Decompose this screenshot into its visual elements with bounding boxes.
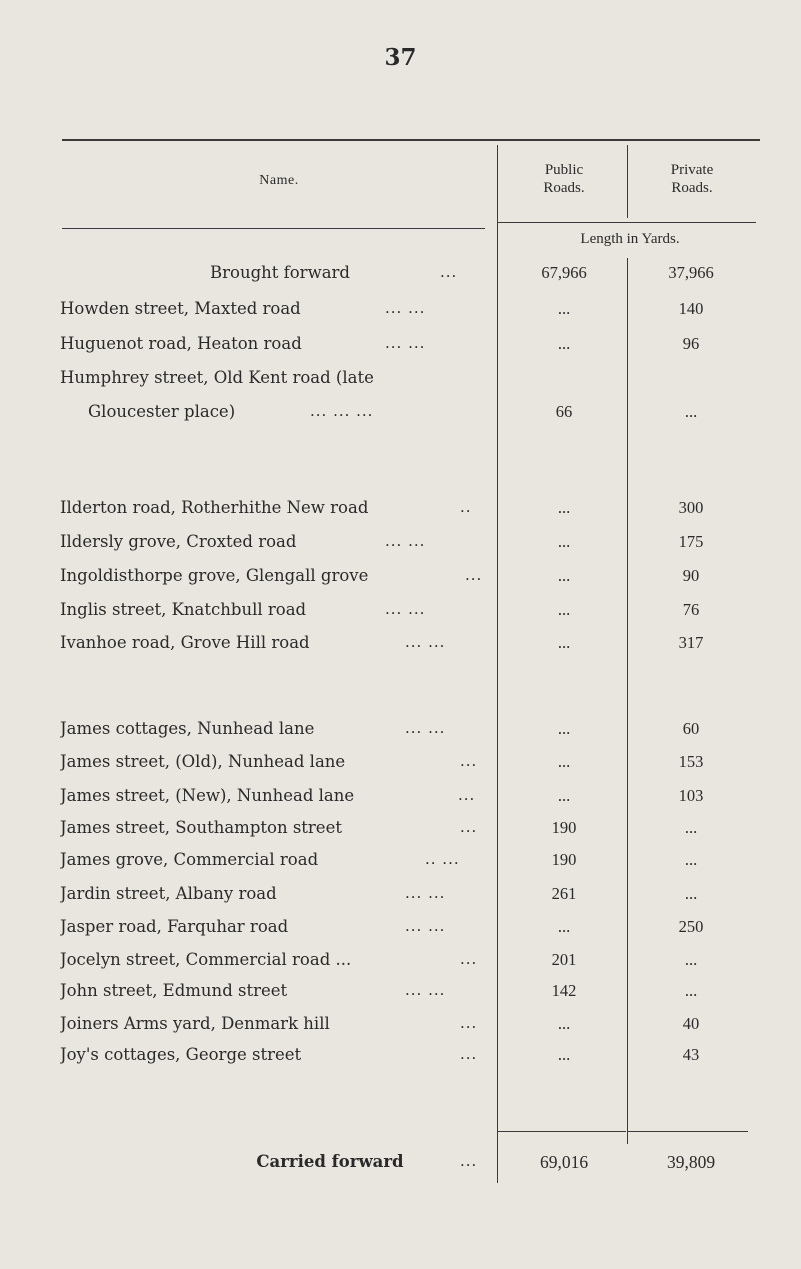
total-top-rule-left: [498, 1131, 626, 1132]
row-public: ...: [557, 917, 571, 936]
carried-forward-public: 69,016: [539, 1152, 589, 1172]
row-name: James street, Southampton street: [60, 818, 342, 837]
row-dots: ... ...: [385, 532, 426, 550]
row-name: Jardin street, Albany road: [60, 884, 277, 903]
row-dots: ... ...: [405, 884, 446, 902]
row-private: 40: [682, 1014, 700, 1033]
header-name: Name.: [259, 173, 299, 188]
row-name: Ingoldisthorpe grove, Glengall grove: [60, 566, 369, 585]
row-private: 96: [682, 334, 700, 353]
row-dots: ...: [458, 786, 476, 804]
row-public: 190: [551, 850, 577, 869]
subheader-length: Length in Yards.: [580, 231, 680, 247]
row-private: 300: [678, 498, 704, 517]
table-row: [0, 950, 801, 980]
table-row: [0, 368, 801, 398]
row-public: ...: [557, 752, 571, 771]
row-private: 76: [682, 600, 700, 619]
row-name: Brought forward: [210, 263, 350, 282]
row-name: Humphrey street, Old Kent road (late: [60, 368, 374, 387]
row-private: 60: [682, 719, 700, 738]
page-number: 37: [384, 44, 417, 71]
row-public: ...: [557, 1014, 571, 1033]
row-dots: ...: [460, 950, 478, 968]
row-private: ...: [684, 850, 698, 869]
row-public: 201: [551, 950, 577, 969]
table-row: [0, 719, 801, 749]
table-row: [0, 334, 801, 364]
row-private: 103: [678, 786, 704, 805]
row-name: James cottages, Nunhead lane: [60, 719, 315, 738]
header-private-roads: [632, 161, 752, 197]
row-private: ...: [684, 884, 698, 903]
row-dots: ... ... ...: [310, 402, 374, 420]
row-public: ...: [557, 532, 571, 551]
row-name: Ivanhoe road, Grove Hill road: [60, 633, 310, 652]
row-public: ...: [557, 299, 571, 318]
row-public: ...: [557, 786, 571, 805]
row-public: 261: [551, 884, 577, 903]
row-public: ...: [557, 334, 571, 353]
header-public-line1: Public: [544, 162, 584, 178]
row-name: James grove, Commercial road: [60, 850, 319, 869]
row-public: ...: [557, 1045, 571, 1064]
header-private-line2: Roads.: [671, 180, 713, 196]
row-name: Gloucester place): [88, 402, 236, 421]
row-private: 90: [682, 566, 700, 585]
table-row: [0, 402, 801, 432]
table-row: [0, 299, 801, 329]
row-name: James street, (Old), Nunhead lane: [60, 752, 346, 771]
table-row: [0, 600, 801, 630]
table-row: [0, 532, 801, 562]
row-dots: ... ...: [385, 600, 426, 618]
row-name: Inglis street, Knatchbull road: [60, 600, 307, 619]
row-public: ...: [557, 633, 571, 652]
table-row: [0, 1014, 801, 1044]
total-top-rule-right: [628, 1131, 748, 1132]
table-row: [0, 498, 801, 528]
row-dots: ... ...: [405, 917, 446, 935]
row-public: 190: [551, 818, 577, 837]
row-dots: ..: [460, 498, 472, 516]
row-name: James street, (New), Nunhead lane: [60, 786, 355, 805]
row-dots: ... ...: [385, 299, 426, 317]
row-dots: ...: [465, 566, 483, 584]
header-bottom-rule-right: [498, 222, 756, 223]
header-private-line1: Private: [670, 162, 714, 178]
row-name: Joy's cottages, George street: [60, 1045, 302, 1064]
row-private: 37,966: [668, 263, 714, 282]
row-public: ...: [557, 498, 571, 517]
row-dots: ...: [460, 818, 478, 836]
row-dots: ...: [460, 752, 478, 770]
row-name: John street, Edmund street: [60, 981, 288, 1000]
row-name: Joiners Arms yard, Denmark hill: [60, 1014, 330, 1033]
row-name: Ildersly grove, Croxted road: [60, 532, 297, 551]
row-private: ...: [684, 402, 698, 421]
row-private: 43: [682, 1045, 700, 1064]
header-public-line2: Roads.: [543, 180, 585, 196]
row-public: ...: [557, 600, 571, 619]
row-dots: .. ...: [425, 850, 460, 868]
table-row: [0, 917, 801, 947]
header-bottom-rule-left: [62, 228, 485, 229]
table-row: [0, 786, 801, 816]
row-private: ...: [684, 950, 698, 969]
row-private: ...: [684, 818, 698, 837]
carried-forward-label: Carried forward: [256, 1152, 404, 1171]
row-private: 140: [678, 299, 704, 318]
row-dots: ...: [440, 263, 458, 281]
row-private: 317: [678, 633, 704, 652]
row-name: Jocelyn street, Commercial road ...: [60, 950, 352, 969]
carried-forward-private: 39,809: [666, 1152, 716, 1172]
row-public: 142: [551, 981, 577, 1000]
table-row: [0, 884, 801, 914]
row-name: Ilderton road, Rotherhithe New road: [60, 498, 369, 517]
row-public: 66: [555, 402, 573, 421]
table-row: [0, 981, 801, 1011]
row-dots: ... ...: [405, 633, 446, 651]
row-public: ...: [557, 719, 571, 738]
row-private: ...: [684, 981, 698, 1000]
carried-forward-row: [0, 1152, 801, 1182]
row-name: Howden street, Maxted road: [60, 299, 301, 318]
table-row: [0, 633, 801, 663]
table-row: [0, 1045, 801, 1075]
table-row: [0, 566, 801, 596]
row-dots: ... ...: [385, 334, 426, 352]
table-top-rule: [62, 139, 760, 141]
row-name: Jasper road, Farquhar road: [60, 917, 289, 936]
row-dots: ... ...: [405, 719, 446, 737]
row-private: 153: [678, 752, 704, 771]
table-row: [0, 263, 801, 293]
row-dots: ...: [460, 1045, 478, 1063]
row-name: Huguenot road, Heaton road: [60, 334, 302, 353]
row-private: 250: [678, 917, 704, 936]
row-public: 67,966: [541, 263, 587, 282]
header-public-roads: [500, 161, 628, 197]
table-row: [0, 850, 801, 880]
row-dots: ...: [460, 1152, 478, 1170]
row-dots: ... ...: [405, 981, 446, 999]
table-row: [0, 752, 801, 782]
row-private: 175: [678, 532, 704, 551]
table-row: [0, 818, 801, 848]
row-public: ...: [557, 566, 571, 585]
row-dots: ...: [460, 1014, 478, 1032]
